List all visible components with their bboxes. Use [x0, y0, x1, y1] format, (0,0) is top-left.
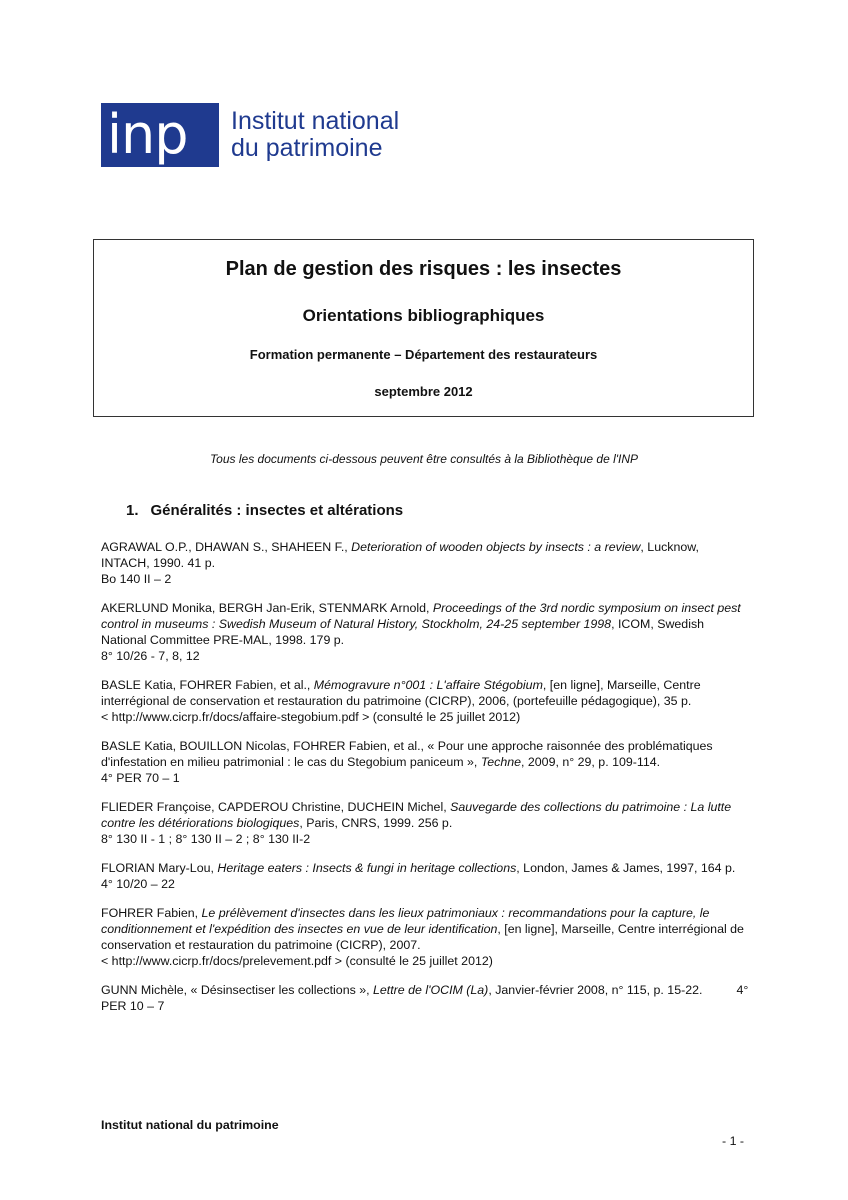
ref-pub: , Paris, CNRS, 1999. 256 p.	[299, 816, 453, 830]
reference-item	[101, 738, 751, 786]
ref-authors: FLORIAN Mary-Lou,	[101, 861, 218, 875]
section-heading	[126, 502, 403, 519]
ref-authors: BASLE Katia, BOUILLON Nicolas, FOHRER Fabien, et al., « Pour une approche raisonnée des problématiques d'infestation en milieu patrimonial : le cas du Stegobium paniceum »,	[101, 739, 713, 769]
ref-cote: 8° 10/26 - 7, 8, 12	[101, 649, 200, 663]
ref-pub: , Lucknow, INTACH, 1990. 41 p.	[101, 540, 699, 570]
ref-cote: 4° PER 10 – 7	[101, 983, 749, 1013]
ref-pub: , [en ligne], Marseille, Centre interrégional de conservation et restauration du patrimoine (CICRP), 2007.	[101, 922, 744, 952]
page-number: - 1 -	[722, 1134, 745, 1148]
library-note: Tous les documents ci-dessous peuvent être consultés à la Bibliothèque de l'INP	[209, 452, 639, 466]
ref-cote: 8° 130 II - 1 ; 8° 130 II – 2 ; 8° 130 II-2	[101, 832, 311, 846]
ref-pub: , ICOM, Swedish National Committee PRE-MAL, 1998. 179 p.	[101, 617, 705, 647]
ref-title: Mémogravure n°001 : L'affaire Stégobium	[313, 678, 543, 692]
ref-authors: AGRAWAL O.P., DHAWAN S., SHAHEEN F.,	[101, 540, 352, 554]
footer-org: Institut national du patrimoine	[101, 1118, 279, 1132]
reference-item	[101, 905, 751, 969]
ref-title: Le prélèvement d'insectes dans les lieux patrimoniaux : recommandations pour la capture, le conditionnement et l'expédition des insectes en vue de leur identification	[101, 906, 710, 936]
ref-url[interactable]: < http://www.cicrp.fr/docs/prelevement.pdf > (consulté le 25 juillet 2012)	[101, 954, 493, 968]
ref-authors: GUNN Michèle, « Désinsectiser les collections »,	[101, 983, 374, 997]
ref-url[interactable]: < http://www.cicrp.fr/docs/affaire-stegobium.pdf > (consulté le 25 juillet 2012)	[101, 710, 521, 724]
ref-authors: FOHRER Fabien,	[101, 906, 202, 920]
document-subtitle: Orientations bibliographiques	[302, 306, 545, 325]
section-number: 1.	[126, 502, 139, 519]
ref-title: Techne	[480, 755, 522, 769]
ref-cote: Bo 140 II – 2	[101, 572, 172, 586]
ref-pub: , Janvier-février 2008, n° 115, p. 15-22.	[488, 983, 703, 997]
logo-name-line1: Institut national	[231, 107, 400, 135]
ref-pub: , 2009, n° 29, p. 109-114.	[521, 755, 661, 769]
ref-authors: FLIEDER Françoise, CAPDEROU Christine, DUCHEIN Michel,	[101, 800, 451, 814]
reference-item	[101, 860, 751, 892]
section-title: Généralités : insectes et altérations	[150, 502, 404, 519]
document-date: septembre 2012	[374, 384, 473, 399]
logo-name	[231, 108, 399, 162]
inp-logo	[101, 103, 399, 167]
logo-abbr: inp	[101, 103, 219, 167]
title-box	[93, 239, 754, 417]
department: Formation permanente – Département des restaurateurs	[249, 347, 598, 362]
reference-item	[101, 677, 751, 725]
ref-pub: , London, James & James, 1997, 164 p.	[516, 861, 736, 875]
document-title: Plan de gestion des risques : les insectes	[225, 258, 622, 280]
ref-title: Heritage eaters : Insects & fungi in heritage collections	[217, 861, 517, 875]
reference-item	[101, 600, 751, 664]
ref-cote: 4° 10/20 – 22	[101, 877, 175, 891]
ref-title: Sauvegarde des collections du patrimoine : La lutte contre les détériorations biologiques	[101, 800, 732, 830]
ref-title: Lettre de l'OCIM (La)	[373, 983, 489, 997]
reference-item	[101, 539, 751, 587]
reference-list	[101, 539, 751, 1027]
ref-authors: BASLE Katia, FOHRER Fabien, et al.,	[101, 678, 314, 692]
ref-authors: AKERLUND Monika, BERGH Jan-Erik, STENMARK Arnold,	[101, 601, 433, 615]
ref-title: Proceedings of the 3rd nordic symposium on insect pest control in museums : Swedish Museum of Natural History, Stockholm, 24-25 september 1998	[101, 601, 741, 631]
reference-item	[101, 799, 751, 847]
ref-cote: 4° PER 70 – 1	[101, 771, 180, 785]
reference-item	[101, 982, 751, 1014]
logo-name-line2: du patrimoine	[231, 134, 383, 162]
ref-title: Deterioration of wooden objects by insects : a review	[351, 540, 641, 554]
ref-pub: , [en ligne], Marseille, Centre interrégional de conservation et restauration du patrimoine (CICRP), 2006, (portefeuille pédagogique), 35 p.	[101, 678, 701, 708]
